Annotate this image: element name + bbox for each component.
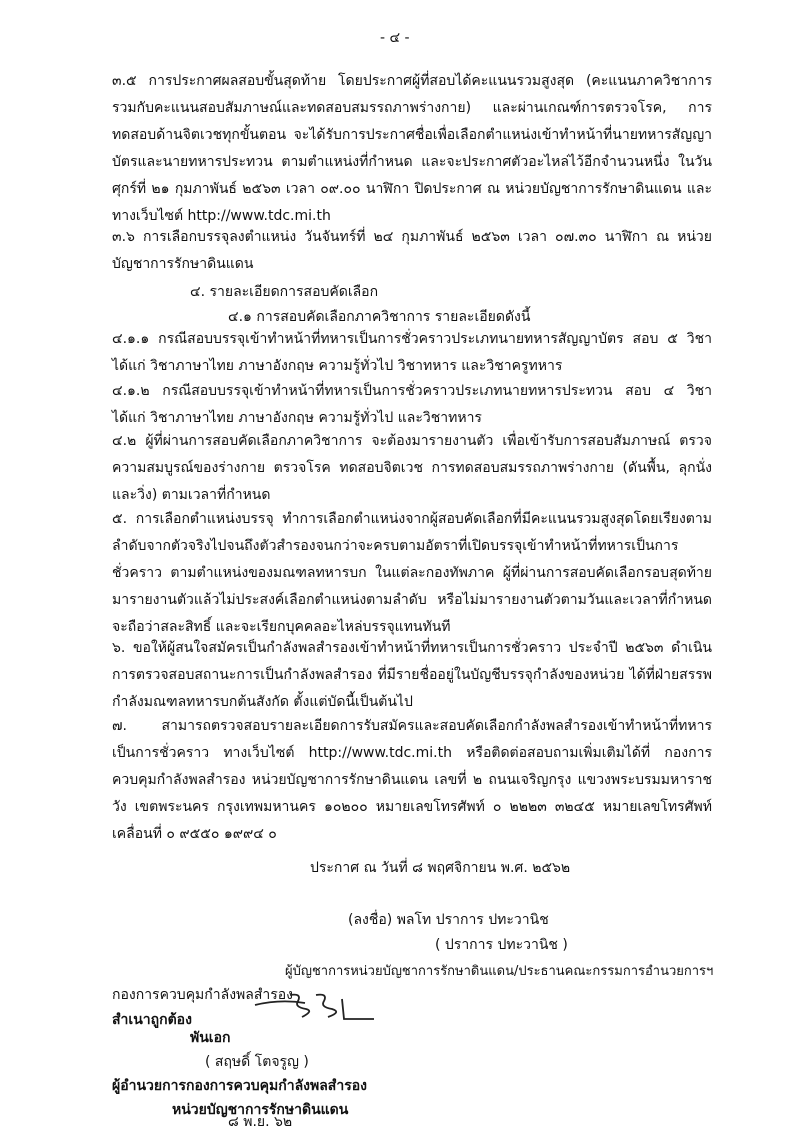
certifier-name: ( สฤษดิ์ โตจรูญ ) — [205, 1054, 309, 1070]
signed-by: (ลงชื่อ) พลโท ปราการ ปทะวานิช — [348, 912, 549, 928]
cert-date: ๘ พ.ย. ๖๒ — [228, 1114, 293, 1130]
certifier-unit: หน่วยบัญชาการรักษาดินแดน — [172, 1102, 349, 1118]
section-4-1-2: ๔.๑.๒ กรณีสอบบรรจุเข้าทำหน้าที่ทหารเป็นการชั่วคราวประเภทนายทหารประทวน สอบ ๔ วิชา ได้แก่ วิชาภาษาไทย ภาษาอังกฤษ ความรู้ทั่วไป และวิชาทหาร — [112, 383, 712, 426]
announce-date: ประกาศ ณ วันที่ ๘ พฤศจิกายน พ.ศ. ๒๕๖๒ — [310, 860, 571, 876]
section-6: ๖. ขอให้ผู้สนใจสมัครเป็นกำลังพลสำรองเข้าทำหน้าที่ทหารเป็นการชั่วคราว ประจำปี ๒๕๖๓ ดำเนินการตรวจสอบสถานะการเป็นกำลังพลสำรอง ที่มีรายชื่ออยู่ในบัญชีบรรจุกำลังของหน่วย ได้ที่ฝ่ายสรรพกำลังมณฑลทหารบกต้นสังกัด ตั้งแต่บัดนี้เป็นต้นไป — [112, 640, 712, 710]
section-4-1-1: ๔.๑.๑ กรณีสอบบรรจุเข้าทำหน้าที่ทหารเป็นการชั่วคราวประเภทนายทหารสัญญาบัตร สอบ ๕ วิชา ได้แก่ วิชาภาษาไทย ภาษาอังกฤษ ความรู้ทั่วไป วิชาทหาร และวิชาครูทหาร — [112, 331, 712, 374]
heading-4: ๔. รายละเอียดการสอบคัดเลือก — [190, 284, 379, 300]
rank: พันเอก — [190, 1030, 231, 1046]
section-3-6: ๓.๖ การเลือกบรรจุลงตำแหน่ง วันจันทร์ที่ ๒๔ กุมภาพันธ์ ๒๕๖๓ เวลา ๐๗.๓๐ นาฬิกา ณ หน่วยบัญชาการรักษาดินแดน — [112, 229, 712, 272]
section-3-5: ๓.๕ การประกาศผลสอบขั้นสุดท้าย โดยประกาศผู้ที่สอบได้คะแนนรวมสูงสุด (คะแนนภาควิชาการรวมกับคะแนนสอบสัมภาษณ์และทดสอบสมรรถภาพร่างกาย) และผ่านเกณฑ์การตรวจโรค, การทดสอบด้านจิตเวชทุกขั้นตอน จะได้รับการประกาศชื่อเพื่อเลือกตำแหน่งเข้าทำหน้าที่นายทหารสัญญาบัตรและนายทหารประทวน ตามตำแหน่งที่กำหนด และจะประกาศตัวอะไหล่ไว้อีกจำนวนหนึ่ง ในวันศุกร์ที่ ๒๑ กุมภาพันธ์ ๒๕๖๓ เวลา ๐๙.๐๐ นาฬิกา ปิดประกาศ ณ หน่วยบัญชาการรักษาดินแดน และทางเว็บไซต์ http://www.tdc.mi.th — [112, 73, 712, 224]
signer-position: ผู้บัญชาการหน่วยบัญชาการรักษาดินแดน/ประธานคณะกรรมการอำนวยการฯ — [285, 964, 714, 979]
signature — [250, 985, 380, 1025]
page-number: - ๔ - — [380, 30, 410, 46]
certifier-position: ผู้อำนวยการกองการควบคุมกำลังพลสำรอง — [112, 1078, 367, 1094]
signer-name: ( ปราการ ปทะวานิช ) — [435, 937, 568, 953]
section-5: ๕. การเลือกตำแหน่งบรรจุ ทำการเลือกตำแหน่งจากผู้สอบคัดเลือกที่มีคะแนนรวมสูงสุดโดยเรียงตามลำดับจากตัวจริงไปจนถึงตัวสำรองจนกว่าจะครบตามอัตราที่เปิดบรรจุเข้าทำหน้าที่ทหารเป็นการชั่วคราว ตามตำแหน่งของมณฑลทหารบก ในแต่ละกองทัพภาค ผู้ที่ผ่านการสอบคัดเลือกรอบสุดท้ายมารายงานตัวแล้วไม่ประสงค์เลือกตำแหน่งตามลำดับ หรือไม่มารายงานตัวตามวันและเวลาที่กำหนด จะถือว่าสละสิทธิ์ และจะเรียกบุคคลอะไหล่บรรจุแทนทันที — [112, 511, 712, 635]
section-4-2: ๔.๒ ผู้ที่ผ่านการสอบคัดเลือกภาควิชาการ จะต้องมารายงานตัว เพื่อเข้ารับการสอบสัมภาษณ์ ตรวจความสมบูรณ์ของร่างกาย ตรวจโรค ทดสอบจิตเวช การทดสอบสมรรถภาพร่างกาย (ดันพื้น, ลุกนั่ง และวิ่ง) ตามเวลาที่กำหนด — [112, 433, 712, 503]
department: กองการควบคุมกำลังพลสำรอง — [112, 987, 294, 1003]
heading-4-1: ๔.๑ การสอบคัดเลือกภาควิชาการ รายละเอียดดังนี้ — [228, 309, 531, 325]
section-7: ๗. สามารถตรวจสอบรายละเอียดการรับสมัครและสอบคัดเลือกกำลังพลสำรองเข้าทำหน้าที่ทหารเป็นการชั่วคราว ทางเว็บไซต์ http://www.tdc.mi.th หรือติดต่อสอบถามเพิ่มเติมได้ที่ กองการควบคุมกำลังพลสำรอง หน่วยบัญชาการรักษาดินแดน เลขที่ ๒ ถนนเจริญกรุง แขวงพระบรมมหาราชวัง เขตพระนคร กรุงเทพมหานคร ๑๐๒๐๐ หมายเลขโทรศัพท์ ๐ ๒๒๒๓ ๓๒๔๕ หมายเลขโทรศัพท์เคลื่อนที่ ๐ ๙๕๕๐ ๑๙๙๔ ๐ — [112, 718, 712, 842]
certified-label: สำเนาถูกต้อง — [112, 1012, 192, 1028]
